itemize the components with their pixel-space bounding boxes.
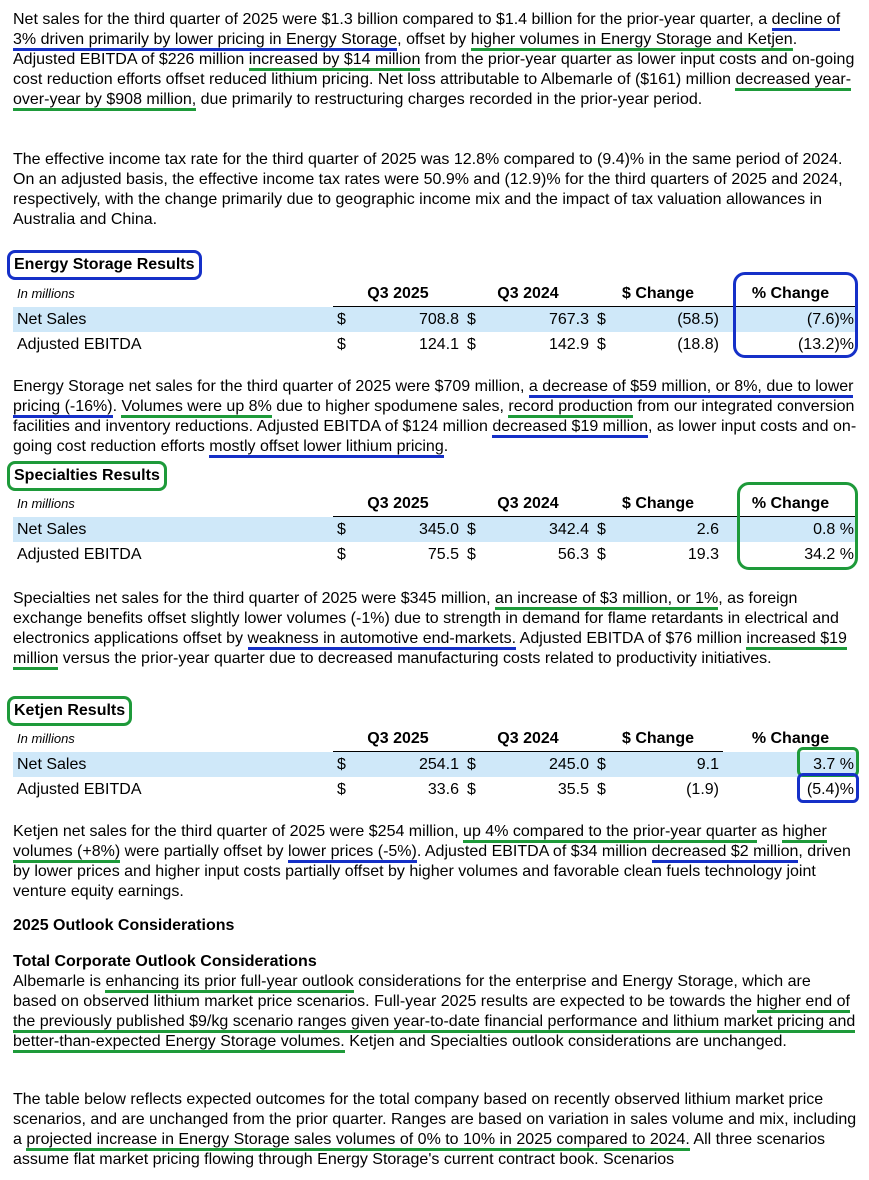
text: from the prior-year quarter as lower input costs and on-going cost reduction efforts offset reduced lithium pricing. Net loss attributable to Albemarle of ($161) million bbox=[13, 51, 855, 88]
cell-dollar-change: 2.6 bbox=[696, 521, 719, 538]
text: . bbox=[112, 398, 122, 415]
outlook-heading: 2025 Outlook Considerations bbox=[13, 917, 235, 934]
underline-green: increased $19 million bbox=[13, 630, 847, 670]
cell-pct-change: (13.2)% bbox=[797, 336, 854, 353]
currency: $ bbox=[467, 311, 476, 328]
row-label: Net Sales bbox=[17, 310, 87, 328]
underline-blue: decreased $2 million bbox=[652, 843, 799, 863]
cell-q3-2024: 245.0 bbox=[548, 756, 589, 773]
col-pct-change: % Change bbox=[723, 281, 858, 307]
specialties-paragraph bbox=[13, 589, 858, 669]
currency: $ bbox=[597, 521, 606, 538]
net-sales-paragraph bbox=[13, 10, 858, 110]
in-millions-label: In millions bbox=[17, 731, 75, 747]
cell-dollar-change: (18.8) bbox=[677, 336, 719, 353]
col-q3-2025: Q3 2025 bbox=[333, 281, 463, 307]
text: . Adjusted EBITDA of $34 million bbox=[416, 843, 652, 860]
in-millions-label: In millions bbox=[17, 286, 75, 302]
cell-pct-change: 3.7 % bbox=[813, 755, 854, 773]
table-header-row bbox=[13, 491, 858, 517]
text: due to higher spodumene sales, bbox=[271, 398, 509, 415]
col-pct-change: % Change bbox=[751, 730, 830, 748]
specialties-table bbox=[13, 491, 858, 567]
underline-green: up 4% compared to the prior-year quarter bbox=[463, 823, 756, 843]
energy-storage-table bbox=[13, 281, 858, 357]
text: . bbox=[443, 438, 449, 455]
col-q3-2025: Q3 2025 bbox=[333, 491, 463, 517]
underline-green: higher end of the previously published $9/kg scenario ranges given year-to-date financial performance and lithium market pricing and better-than-expected Energy Storage volumes. bbox=[13, 993, 855, 1053]
underline-blue: a decrease of $59 million, or 8%, due to lower pricing (-16%) bbox=[13, 378, 853, 418]
underline-green: decreased year-over-year by $908 million, bbox=[13, 71, 851, 111]
currency: $ bbox=[337, 521, 346, 538]
outlook-table-paragraph bbox=[13, 1090, 858, 1170]
cell-dollar-change: 19.3 bbox=[687, 546, 719, 563]
table-row bbox=[13, 332, 858, 357]
cell-q3-2024: 56.3 bbox=[557, 546, 589, 563]
col-dollar-change: $ Change bbox=[593, 491, 723, 517]
ketjen-title: Ketjen Results bbox=[7, 696, 132, 726]
col-q3-2024: Q3 2024 bbox=[463, 726, 593, 752]
tax-rate-paragraph: The effective income tax rate for the third quarter of 2025 was 12.8% compared to (9.4)% in the same period of 2024. On an adjusted basis, the effective income tax rates were 50.9% and (12.9)% for the third quarters of 2025 and 2024, respectively, with the change primarily due to geographic income mix and the impact of tax valuation allowances in Australia and China. bbox=[13, 151, 843, 228]
col-dollar-change: $ Change bbox=[593, 281, 723, 307]
in-millions-label: In millions bbox=[17, 496, 75, 512]
text: , driven by lower prices and higher input costs partially offset by higher volumes and favorable clean fuels technology joint venture equity earnings. bbox=[13, 843, 851, 900]
cell-q3-2025: 254.1 bbox=[418, 756, 459, 773]
cell-q3-2025: 33.6 bbox=[427, 781, 459, 798]
text: Adjusted EBITDA of $76 million bbox=[516, 630, 747, 647]
text: from our integrated conversion facilities and inventory reductions. Adjusted EBITDA of $124 million bbox=[13, 398, 855, 435]
row-label: Adjusted EBITDA bbox=[17, 546, 142, 563]
text: Energy Storage net sales for the third quarter of 2025 were $709 million, bbox=[13, 378, 529, 395]
currency: $ bbox=[337, 756, 346, 773]
text: considerations for the enterprise and Energy Storage, which are based on observed lithium market price scenarios. Full-year 2025 results are expected to be towards the bbox=[13, 973, 811, 1010]
text: , as foreign exchange benefits offset slightly lower volumes (-1%) due to strength in demand for flame retardants in electrical and electronics applications offset by bbox=[13, 590, 839, 647]
row-label: Net Sales bbox=[17, 755, 87, 773]
energy-storage-title: Energy Storage Results bbox=[7, 250, 202, 280]
table-header-row bbox=[13, 281, 858, 307]
underline-blue: decreased $19 million bbox=[492, 418, 648, 438]
currency: $ bbox=[597, 336, 606, 353]
currency: $ bbox=[597, 546, 606, 563]
cell-pct-change: 34.2 % bbox=[804, 546, 854, 563]
underline-blue: mostly offset lower lithium pricing bbox=[209, 438, 443, 458]
text: Albemarle is bbox=[13, 973, 106, 990]
ketjen-paragraph bbox=[13, 822, 858, 902]
table-row bbox=[13, 777, 858, 802]
currency: $ bbox=[467, 781, 476, 798]
pct-change-highlight bbox=[733, 272, 858, 358]
pct-change-highlight bbox=[737, 482, 858, 570]
underline-blue: decline of 3% driven primarily by lower pricing in Energy Storage bbox=[13, 11, 840, 51]
table-header-row bbox=[13, 726, 858, 752]
text: due primarily to restructuring charges recorded in the prior-year period. bbox=[196, 91, 703, 108]
table-row bbox=[13, 517, 858, 543]
col-pct-change: % Change bbox=[723, 491, 858, 517]
cell-q3-2024: 342.4 bbox=[548, 521, 589, 538]
ketjen-table bbox=[13, 726, 858, 802]
currency: $ bbox=[597, 311, 606, 328]
currency: $ bbox=[467, 546, 476, 563]
cell-pct-change: (7.6)% bbox=[806, 311, 854, 328]
outlook-paragraph bbox=[13, 972, 858, 1052]
text: Ketjen net sales for the third quarter of 2025 were $254 million, bbox=[13, 823, 464, 840]
underline-green: higher volumes (+8%) bbox=[13, 823, 827, 863]
currency: $ bbox=[337, 546, 346, 563]
col-q3-2025: Q3 2025 bbox=[333, 726, 463, 752]
text: , as lower input costs and on-going cost reduction efforts bbox=[13, 418, 857, 455]
col-q3-2024: Q3 2024 bbox=[463, 281, 593, 307]
energy-storage-paragraph bbox=[13, 377, 858, 457]
cell-pct-change: 0.8 % bbox=[813, 521, 854, 538]
cell-dollar-change: 9.1 bbox=[696, 756, 719, 773]
pct-change-highlight bbox=[797, 773, 859, 803]
cell-q3-2025: 345.0 bbox=[418, 521, 459, 538]
outlook-subheading: Total Corporate Outlook Considerations bbox=[13, 953, 317, 970]
underline-green: an increase of $3 million, or 1% bbox=[495, 590, 718, 610]
text: All three scenarios assume flat market pricing flowing through Energy Storage's current contract book. Scenarios bbox=[13, 1131, 826, 1168]
underline-blue: lower prices (-5%) bbox=[288, 843, 417, 863]
table-row bbox=[13, 307, 858, 333]
row-label: Adjusted EBITDA bbox=[17, 336, 142, 353]
col-q3-2024: Q3 2024 bbox=[463, 491, 593, 517]
row-label: Adjusted EBITDA bbox=[17, 781, 142, 798]
currency: $ bbox=[467, 336, 476, 353]
currency: $ bbox=[467, 756, 476, 773]
text: . Adjusted EBITDA of $226 million bbox=[13, 31, 798, 68]
cell-q3-2024: 35.5 bbox=[557, 781, 589, 798]
currency: $ bbox=[337, 781, 346, 798]
cell-q3-2025: 708.8 bbox=[418, 311, 459, 328]
text: The table below reflects expected outcomes for the total company based on recently observed lithium market price scenarios, and are unchanged from the prior quarter. Ranges are based on variation in sales volume and mix, including a bbox=[13, 1091, 857, 1148]
text: versus the prior-year quarter due to decreased manufacturing costs related to productivity initiatives. bbox=[58, 650, 772, 667]
cell-dollar-change: (1.9) bbox=[686, 781, 719, 798]
text: Ketjen and Specialties outlook considerations are unchanged. bbox=[344, 1033, 787, 1050]
underline-blue: weakness in automotive end-markets. bbox=[248, 630, 517, 650]
underline-green: projected increase in Energy Storage sales volumes of 0% to 10% in 2025 compared to 2024. bbox=[26, 1131, 690, 1151]
text: Net sales for the third quarter of 2025 were $1.3 billion compared to $1.4 billion for the prior-year quarter, a bbox=[13, 11, 772, 28]
cell-q3-2024: 142.9 bbox=[548, 336, 589, 353]
row-label: Net Sales bbox=[17, 520, 87, 538]
text: , offset by bbox=[397, 31, 471, 48]
underline-green: Volumes were up 8% bbox=[121, 398, 271, 418]
cell-q3-2024: 767.3 bbox=[548, 311, 589, 328]
col-dollar-change: $ Change bbox=[593, 726, 723, 752]
underline-green: record production bbox=[508, 398, 633, 418]
cell-q3-2025: 75.5 bbox=[427, 546, 459, 563]
text: Specialties net sales for the third quarter of 2025 were $345 million, bbox=[13, 590, 496, 607]
currency: $ bbox=[337, 311, 346, 328]
table-row bbox=[13, 542, 858, 567]
cell-dollar-change: (58.5) bbox=[677, 311, 719, 328]
underline-green: increased by $14 million bbox=[249, 51, 421, 71]
currency: $ bbox=[597, 781, 606, 798]
table-row bbox=[13, 752, 858, 778]
cell-q3-2025: 124.1 bbox=[418, 336, 459, 353]
currency: $ bbox=[337, 336, 346, 353]
currency: $ bbox=[467, 521, 476, 538]
text: were partially offset by bbox=[120, 843, 288, 860]
specialties-title: Specialties Results bbox=[7, 461, 167, 491]
underline-green: higher volumes in Energy Storage and Ketjen bbox=[471, 31, 793, 51]
text: as bbox=[756, 823, 783, 840]
cell-pct-change: (5.4)% bbox=[806, 781, 854, 798]
currency: $ bbox=[597, 756, 606, 773]
underline-green: enhancing its prior full-year outlook bbox=[105, 973, 353, 993]
